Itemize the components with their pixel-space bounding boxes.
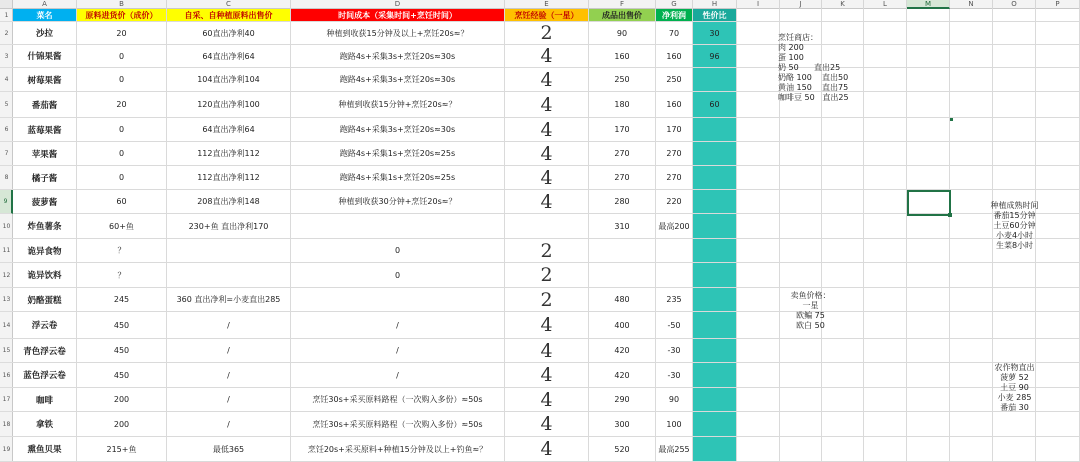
cell-time-cost[interactable]: 跑路4s+采集1s+烹饪20s≈25s bbox=[291, 142, 505, 166]
cell-net-profit[interactable]: 最高200 bbox=[656, 214, 693, 239]
row-header-5[interactable]: 5 bbox=[0, 92, 13, 118]
cell-net-profit[interactable]: 250 bbox=[656, 68, 693, 92]
cell-empty[interactable] bbox=[993, 92, 1036, 118]
cell-value-ratio[interactable] bbox=[693, 339, 737, 363]
cell-empty[interactable] bbox=[1036, 92, 1080, 118]
cell-name[interactable]: 熏鱼贝果 bbox=[13, 437, 77, 462]
cell-net-profit[interactable]: 235 bbox=[656, 288, 693, 312]
cell-empty[interactable] bbox=[1036, 45, 1080, 68]
cell-self-sell[interactable]: / bbox=[167, 388, 291, 412]
cell-product-price[interactable]: 270 bbox=[589, 166, 656, 190]
column-header-j[interactable]: J bbox=[780, 0, 822, 9]
cell-self-sell[interactable]: 104直出净利104 bbox=[167, 68, 291, 92]
cell-name[interactable]: 诡异饮料 bbox=[13, 263, 77, 288]
cell-value-ratio[interactable] bbox=[693, 288, 737, 312]
cell-empty[interactable] bbox=[864, 437, 907, 462]
cell-empty[interactable] bbox=[864, 214, 907, 239]
cell-value-ratio[interactable] bbox=[693, 437, 737, 462]
cell-cooking-exp[interactable]: 4 bbox=[505, 118, 589, 142]
column-header-i[interactable]: I bbox=[737, 0, 780, 9]
cell-time-cost[interactable]: 种植到收获15分钟及以上+烹饪20s≈？ bbox=[291, 22, 505, 45]
cell-empty[interactable] bbox=[907, 288, 950, 312]
header-value-ratio[interactable]: 性价比 bbox=[693, 9, 737, 22]
cell-time-cost[interactable]: / bbox=[291, 363, 505, 388]
cell-self-sell[interactable]: 最低365 bbox=[167, 437, 291, 462]
column-header-h[interactable]: H bbox=[693, 0, 737, 9]
cell-name[interactable]: 蓝莓果酱 bbox=[13, 118, 77, 142]
cell-empty[interactable] bbox=[822, 412, 864, 437]
cell-name[interactable]: 橘子酱 bbox=[13, 166, 77, 190]
cell-empty[interactable] bbox=[864, 190, 907, 214]
cell-empty[interactable] bbox=[993, 9, 1036, 22]
cell-empty[interactable] bbox=[822, 388, 864, 412]
cell-ingredient-price[interactable]: ？ bbox=[77, 239, 167, 263]
column-header-b[interactable]: B bbox=[77, 0, 167, 9]
cell-value-ratio[interactable] bbox=[693, 68, 737, 92]
header-cooking-exp[interactable]: 烹饪经验（一星） bbox=[505, 9, 589, 22]
cell-net-profit[interactable]: -50 bbox=[656, 312, 693, 339]
cell-value-ratio[interactable] bbox=[693, 190, 737, 214]
cell-time-cost[interactable]: 跑路4s+采集3s+烹饪20s≈30s bbox=[291, 68, 505, 92]
cell-value-ratio[interactable] bbox=[693, 312, 737, 339]
cell-self-sell[interactable]: / bbox=[167, 363, 291, 388]
row-header-8[interactable]: 8 bbox=[0, 166, 13, 190]
cell-empty[interactable] bbox=[737, 388, 780, 412]
cell-empty[interactable] bbox=[737, 9, 780, 22]
cell-ingredient-price[interactable]: 450 bbox=[77, 363, 167, 388]
cell-product-price[interactable]: 420 bbox=[589, 339, 656, 363]
cell-self-sell[interactable]: / bbox=[167, 339, 291, 363]
cell-name[interactable]: 树莓果酱 bbox=[13, 68, 77, 92]
cell-value-ratio[interactable] bbox=[693, 388, 737, 412]
cell-empty[interactable] bbox=[822, 190, 864, 214]
cell-empty[interactable] bbox=[993, 437, 1036, 462]
active-cell-selection[interactable] bbox=[907, 190, 951, 216]
cell-name[interactable]: 奶酪蛋糕 bbox=[13, 288, 77, 312]
cell-cooking-exp[interactable]: 2 bbox=[505, 263, 589, 288]
note-cooking-shop[interactable]: 烹饪商店： 肉 200 蛋 100 奶 50 直出25 奶酪 100 直出50 黄油 150 直出75 咖啡豆 50 直出25 bbox=[778, 33, 849, 102]
cell-value-ratio[interactable] bbox=[693, 363, 737, 388]
cell-value-ratio[interactable] bbox=[693, 412, 737, 437]
cell-empty[interactable] bbox=[907, 239, 950, 263]
cell-net-profit[interactable]: 最高255 bbox=[656, 437, 693, 462]
cell-self-sell[interactable]: 112直出净利112 bbox=[167, 166, 291, 190]
cell-product-price[interactable]: 280 bbox=[589, 190, 656, 214]
cell-empty[interactable] bbox=[864, 142, 907, 166]
cell-time-cost[interactable] bbox=[291, 214, 505, 239]
row-header-2[interactable]: 2 bbox=[0, 22, 13, 45]
cell-cooking-exp[interactable]: 4 bbox=[505, 92, 589, 118]
cell-name[interactable]: 番茄酱 bbox=[13, 92, 77, 118]
cell-product-price[interactable]: 270 bbox=[589, 142, 656, 166]
cell-empty[interactable] bbox=[780, 388, 822, 412]
column-header-m[interactable]: M bbox=[907, 0, 950, 9]
cell-product-price[interactable]: 250 bbox=[589, 68, 656, 92]
row-header-6[interactable]: 6 bbox=[0, 118, 13, 142]
cell-net-profit[interactable]: 270 bbox=[656, 166, 693, 190]
cell-net-profit[interactable]: 160 bbox=[656, 92, 693, 118]
cell-self-sell[interactable]: 64直出净利64 bbox=[167, 45, 291, 68]
column-header-n[interactable]: N bbox=[950, 0, 993, 9]
cell-cooking-exp[interactable]: 4 bbox=[505, 388, 589, 412]
cell-time-cost[interactable]: / bbox=[291, 339, 505, 363]
cell-ingredient-price[interactable]: 60+鱼 bbox=[77, 214, 167, 239]
cell-time-cost[interactable] bbox=[291, 288, 505, 312]
cell-empty[interactable] bbox=[950, 68, 993, 92]
cell-net-profit[interactable]: 70 bbox=[656, 22, 693, 45]
cell-empty[interactable] bbox=[1036, 22, 1080, 45]
row-header-19[interactable]: 19 bbox=[0, 437, 13, 462]
cell-empty[interactable] bbox=[737, 190, 780, 214]
row-header-3[interactable]: 3 bbox=[0, 45, 13, 68]
cell-time-cost[interactable]: 跑路4s+采集3s+烹饪20s≈30s bbox=[291, 118, 505, 142]
cell-net-profit[interactable]: 270 bbox=[656, 142, 693, 166]
cell-value-ratio[interactable] bbox=[693, 166, 737, 190]
cell-ingredient-price[interactable]: 200 bbox=[77, 412, 167, 437]
cell-empty[interactable] bbox=[907, 363, 950, 388]
cell-ingredient-price[interactable]: 20 bbox=[77, 92, 167, 118]
cell-empty[interactable] bbox=[822, 9, 864, 22]
cell-empty[interactable] bbox=[737, 437, 780, 462]
header-time-cost[interactable]: 时间成本（采集时间+烹饪时间） bbox=[291, 9, 505, 22]
cell-product-price[interactable]: 160 bbox=[589, 45, 656, 68]
cell-self-sell[interactable]: 60直出净利40 bbox=[167, 22, 291, 45]
cell-net-profit[interactable]: 100 bbox=[656, 412, 693, 437]
row-header-16[interactable]: 16 bbox=[0, 363, 13, 388]
cell-empty[interactable] bbox=[950, 9, 993, 22]
row-header-17[interactable]: 17 bbox=[0, 388, 13, 412]
cell-empty[interactable] bbox=[822, 214, 864, 239]
cell-self-sell[interactable]: 230+鱼 直出净利170 bbox=[167, 214, 291, 239]
column-header-a[interactable]: A bbox=[13, 0, 77, 9]
cell-empty[interactable] bbox=[993, 22, 1036, 45]
cell-net-profit[interactable]: 160 bbox=[656, 45, 693, 68]
cell-cooking-exp[interactable]: 2 bbox=[505, 22, 589, 45]
cell-empty[interactable] bbox=[780, 190, 822, 214]
column-header-o[interactable]: O bbox=[993, 0, 1036, 9]
cell-ingredient-price[interactable]: 60 bbox=[77, 190, 167, 214]
cell-name[interactable]: 沙拉 bbox=[13, 22, 77, 45]
column-header-c[interactable]: C bbox=[167, 0, 291, 9]
cell-empty[interactable] bbox=[950, 437, 993, 462]
cell-time-cost[interactable]: 种植到收获15分钟+烹饪20s≈？ bbox=[291, 92, 505, 118]
cell-empty[interactable] bbox=[822, 166, 864, 190]
row-header-12[interactable]: 12 bbox=[0, 263, 13, 288]
row-header-18[interactable]: 18 bbox=[0, 412, 13, 437]
cell-cooking-exp[interactable]: 4 bbox=[505, 339, 589, 363]
cell-time-cost[interactable]: 跑路4s+采集1s+烹饪20s≈25s bbox=[291, 166, 505, 190]
cell-self-sell[interactable] bbox=[167, 239, 291, 263]
cell-time-cost[interactable]: 烹饪30s+采买原料路程（一次购入多份）≈50s bbox=[291, 412, 505, 437]
cell-ingredient-price[interactable]: 0 bbox=[77, 166, 167, 190]
cell-net-profit[interactable]: 90 bbox=[656, 388, 693, 412]
cell-product-price[interactable]: 420 bbox=[589, 363, 656, 388]
cell-time-cost[interactable]: 0 bbox=[291, 263, 505, 288]
cell-empty[interactable] bbox=[780, 166, 822, 190]
cell-value-ratio[interactable] bbox=[693, 239, 737, 263]
cell-empty[interactable] bbox=[780, 412, 822, 437]
row-header-1[interactable]: 1 bbox=[0, 9, 13, 22]
column-header-bar bbox=[13, 0, 1080, 9]
row-header-15[interactable]: 15 bbox=[0, 339, 13, 363]
cell-product-price[interactable]: 480 bbox=[589, 288, 656, 312]
cell-self-sell[interactable]: 120直出净利100 bbox=[167, 92, 291, 118]
cell-ingredient-price[interactable]: 20 bbox=[77, 22, 167, 45]
cell-name[interactable]: 咖啡 bbox=[13, 388, 77, 412]
cell-name[interactable]: 苹果酱 bbox=[13, 142, 77, 166]
cell-ingredient-price[interactable]: 215+鱼 bbox=[77, 437, 167, 462]
cell-name[interactable]: 青色浮云卷 bbox=[13, 339, 77, 363]
cell-empty[interactable] bbox=[864, 166, 907, 190]
cell-ingredient-price[interactable]: 245 bbox=[77, 288, 167, 312]
cell-value-ratio[interactable] bbox=[693, 118, 737, 142]
cell-name[interactable]: 浮云卷 bbox=[13, 312, 77, 339]
cell-name[interactable]: 蓝色浮云卷 bbox=[13, 363, 77, 388]
cell-product-price[interactable]: 300 bbox=[589, 412, 656, 437]
row-header-11[interactable]: 11 bbox=[0, 239, 13, 263]
cell-empty[interactable] bbox=[907, 437, 950, 462]
cell-product-price[interactable]: 180 bbox=[589, 92, 656, 118]
cell-net-profit[interactable]: -30 bbox=[656, 339, 693, 363]
cell-cooking-exp[interactable]: 4 bbox=[505, 68, 589, 92]
cell-empty[interactable] bbox=[737, 412, 780, 437]
cell-name[interactable]: 什锦果酱 bbox=[13, 45, 77, 68]
cell-empty[interactable] bbox=[993, 68, 1036, 92]
cell-product-price[interactable]: 90 bbox=[589, 22, 656, 45]
header-product-price[interactable]: 成品出售价 bbox=[589, 9, 656, 22]
cell-ingredient-price[interactable]: ？ bbox=[77, 263, 167, 288]
cell-product-price[interactable]: 520 bbox=[589, 437, 656, 462]
cell-ingredient-price[interactable]: 0 bbox=[77, 142, 167, 166]
cell-name[interactable]: 炸鱼薯条 bbox=[13, 214, 77, 239]
cell-ingredient-price[interactable]: 0 bbox=[77, 45, 167, 68]
row-header-7[interactable]: 7 bbox=[0, 142, 13, 166]
cell-product-price[interactable]: 310 bbox=[589, 214, 656, 239]
cell-empty[interactable] bbox=[907, 412, 950, 437]
header-name[interactable]: 菜名 bbox=[13, 9, 77, 22]
cell-cooking-exp[interactable]: 4 bbox=[505, 45, 589, 68]
row-header-10[interactable]: 10 bbox=[0, 214, 13, 239]
header-net-profit[interactable]: 净利润 bbox=[656, 9, 693, 22]
cell-empty[interactable] bbox=[822, 118, 864, 142]
row-header-4[interactable]: 4 bbox=[0, 68, 13, 92]
column-header-d[interactable]: D bbox=[291, 0, 505, 9]
cell-self-sell[interactable] bbox=[167, 263, 291, 288]
cell-net-profit[interactable] bbox=[656, 263, 693, 288]
header-ingredient-price[interactable]: 原料进货价（成价） bbox=[77, 9, 167, 22]
column-header-l[interactable]: L bbox=[864, 0, 907, 9]
cell-empty[interactable] bbox=[950, 22, 993, 45]
cell-empty[interactable] bbox=[737, 118, 780, 142]
cell-empty[interactable] bbox=[950, 45, 993, 68]
cell-self-sell[interactable]: 64直出净利64 bbox=[167, 118, 291, 142]
cell-empty[interactable] bbox=[864, 118, 907, 142]
cell-cooking-exp[interactable]: 4 bbox=[505, 312, 589, 339]
cell-cooking-exp[interactable]: 2 bbox=[505, 288, 589, 312]
cell-time-cost[interactable]: / bbox=[291, 312, 505, 339]
cell-net-profit[interactable]: 170 bbox=[656, 118, 693, 142]
cell-empty[interactable] bbox=[822, 142, 864, 166]
cell-cooking-exp[interactable]: 4 bbox=[505, 412, 589, 437]
cell-time-cost[interactable]: 烹饪30s+采买原料路程（一次购入多份）≈50s bbox=[291, 388, 505, 412]
cell-product-price[interactable]: 400 bbox=[589, 312, 656, 339]
cell-time-cost[interactable]: 种植到收获30分钟+烹饪20s≈？ bbox=[291, 190, 505, 214]
cell-name[interactable]: 拿铁 bbox=[13, 412, 77, 437]
note-planting-time[interactable]: 种植成熟时间 番茄15分钟 土豆60分钟 小麦4小时 生菜8小时 bbox=[990, 201, 1039, 250]
cell-empty[interactable] bbox=[1036, 9, 1080, 22]
cell-empty[interactable] bbox=[907, 118, 950, 142]
cell-ingredient-price[interactable]: 450 bbox=[77, 339, 167, 363]
cell-empty[interactable] bbox=[907, 339, 950, 363]
cell-empty[interactable] bbox=[907, 263, 950, 288]
cell-name[interactable]: 诡异食物 bbox=[13, 239, 77, 263]
cell-cooking-exp[interactable]: 4 bbox=[505, 363, 589, 388]
cell-empty[interactable] bbox=[864, 9, 907, 22]
column-header-f[interactable]: F bbox=[589, 0, 656, 9]
note-fish-price[interactable]: 卖鱼价格： 一星 欧鳊 75 欧白 50 bbox=[790, 290, 831, 330]
cell-self-sell[interactable]: 112直出净利112 bbox=[167, 142, 291, 166]
cell-product-price[interactable] bbox=[589, 263, 656, 288]
cell-empty[interactable] bbox=[822, 437, 864, 462]
cell-value-ratio[interactable]: 30 bbox=[693, 22, 737, 45]
cell-net-profit[interactable]: 220 bbox=[656, 190, 693, 214]
cell-empty[interactable] bbox=[780, 9, 822, 22]
cell-empty[interactable] bbox=[907, 388, 950, 412]
column-header-g[interactable]: G bbox=[656, 0, 693, 9]
cell-empty[interactable] bbox=[1036, 437, 1080, 462]
row-header-13[interactable]: 13 bbox=[0, 288, 13, 312]
cell-ingredient-price[interactable]: 450 bbox=[77, 312, 167, 339]
cell-self-sell[interactable]: 208直出净利148 bbox=[167, 190, 291, 214]
header-self-sell[interactable]: 自采、自种植原料出售价 bbox=[167, 9, 291, 22]
cell-empty[interactable] bbox=[780, 214, 822, 239]
cell-ingredient-price[interactable]: 0 bbox=[77, 68, 167, 92]
cell-empty[interactable] bbox=[1036, 68, 1080, 92]
row-header-14[interactable]: 14 bbox=[0, 312, 13, 339]
cell-empty[interactable] bbox=[907, 312, 950, 339]
cell-ingredient-price[interactable]: 0 bbox=[77, 118, 167, 142]
note-crop-direct-sale[interactable]: 农作物直出 菠萝 52 土豆 90 小麦 285 番茄 30 bbox=[994, 363, 1035, 412]
cell-cooking-exp[interactable]: 4 bbox=[505, 142, 589, 166]
column-header-p[interactable]: P bbox=[1036, 0, 1080, 9]
cell-value-ratio[interactable] bbox=[693, 214, 737, 239]
row-header-bar bbox=[0, 9, 13, 462]
cell-empty[interactable] bbox=[907, 9, 950, 22]
cell-net-profit[interactable]: -30 bbox=[656, 363, 693, 388]
cell-value-ratio[interactable] bbox=[693, 263, 737, 288]
column-header-e[interactable]: E bbox=[505, 0, 589, 9]
cell-time-cost[interactable]: 烹饪20s+采买原料+种植15分钟及以上+钓鱼≈？ bbox=[291, 437, 505, 462]
cell-cooking-exp[interactable]: 4 bbox=[505, 437, 589, 462]
cell-empty[interactable] bbox=[780, 142, 822, 166]
cell-cooking-exp[interactable] bbox=[505, 214, 589, 239]
cell-product-price[interactable] bbox=[589, 239, 656, 263]
cell-self-sell[interactable]: / bbox=[167, 412, 291, 437]
cell-empty[interactable] bbox=[737, 166, 780, 190]
cell-self-sell[interactable]: 360 直出净利=小麦直出285 bbox=[167, 288, 291, 312]
cell-value-ratio[interactable] bbox=[693, 142, 737, 166]
cell-empty[interactable] bbox=[907, 142, 950, 166]
cell-empty[interactable] bbox=[907, 214, 950, 239]
cell-value-ratio[interactable]: 96 bbox=[693, 45, 737, 68]
cell-product-price[interactable]: 170 bbox=[589, 118, 656, 142]
cell-empty[interactable] bbox=[780, 437, 822, 462]
cell-time-cost[interactable]: 跑路4s+采集3s+烹饪20s≈30s bbox=[291, 45, 505, 68]
cell-empty[interactable] bbox=[780, 118, 822, 142]
row-header-9[interactable]: 9 bbox=[0, 190, 13, 214]
cell-cooking-exp[interactable]: 4 bbox=[505, 190, 589, 214]
cell-self-sell[interactable]: / bbox=[167, 312, 291, 339]
cell-empty[interactable] bbox=[737, 214, 780, 239]
column-header-k[interactable]: K bbox=[822, 0, 864, 9]
cell-ingredient-price[interactable]: 200 bbox=[77, 388, 167, 412]
cell-empty[interactable] bbox=[864, 412, 907, 437]
cell-time-cost[interactable]: 0 bbox=[291, 239, 505, 263]
cell-value-ratio[interactable]: 60 bbox=[693, 92, 737, 118]
cell-cooking-exp[interactable]: 2 bbox=[505, 239, 589, 263]
cell-empty[interactable] bbox=[907, 166, 950, 190]
cell-product-price[interactable]: 290 bbox=[589, 388, 656, 412]
cell-empty[interactable] bbox=[737, 142, 780, 166]
cell-cooking-exp[interactable]: 4 bbox=[505, 166, 589, 190]
cell-empty[interactable] bbox=[950, 92, 993, 118]
select-all-corner[interactable] bbox=[0, 0, 13, 9]
cell-name[interactable]: 菠萝酱 bbox=[13, 190, 77, 214]
cell-net-profit[interactable] bbox=[656, 239, 693, 263]
cell-empty[interactable] bbox=[864, 388, 907, 412]
cell-empty[interactable] bbox=[993, 45, 1036, 68]
